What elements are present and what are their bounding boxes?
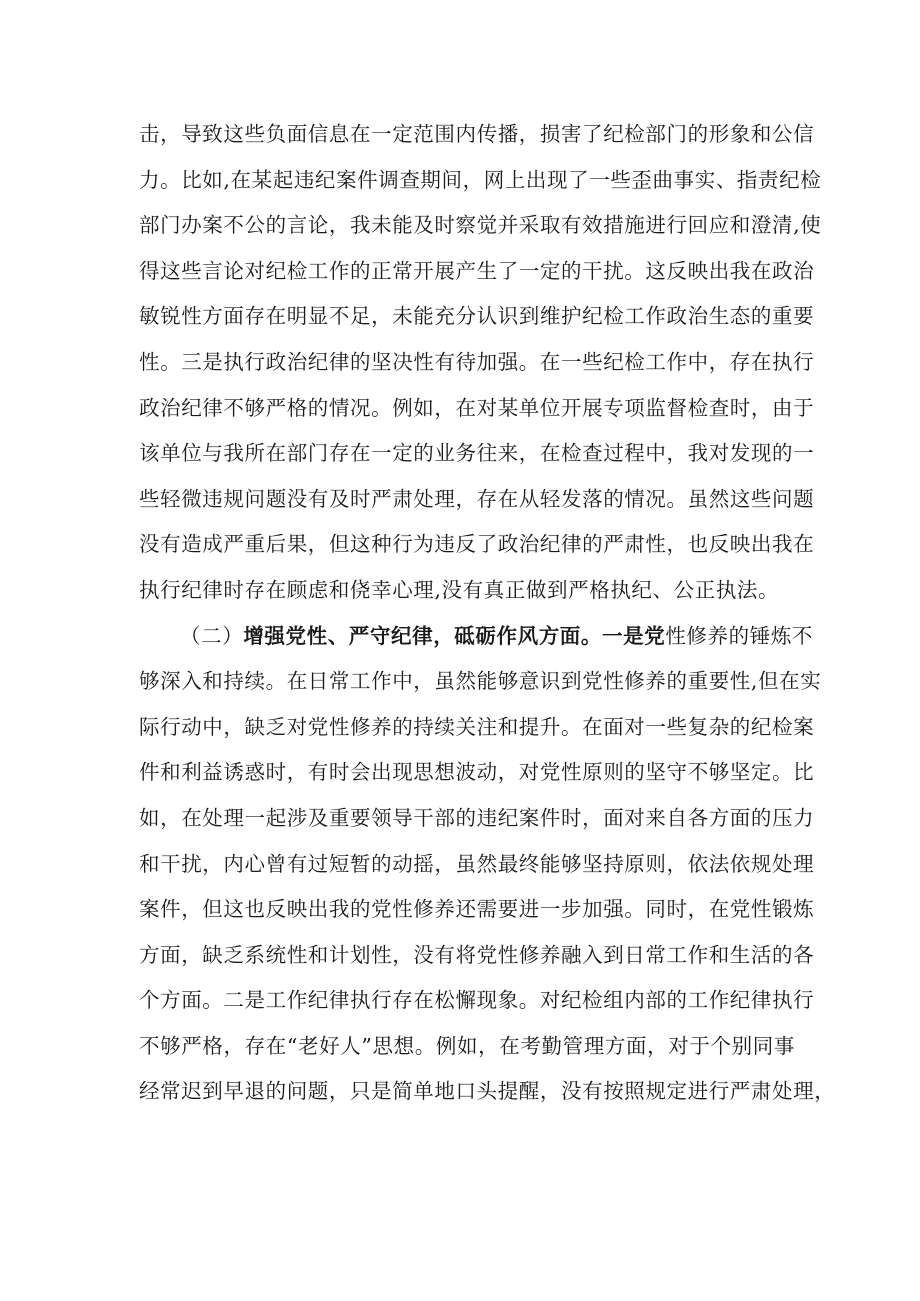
text-line: 够深入和持续。在日常工作中，虽然能够意识到党性修养的重要性,但在实	[139, 669, 822, 694]
text-line: 政治纪律不够严格的情况。例如，在对某单位开展专项监督检查时，由于	[139, 395, 815, 420]
text-line: 执行纪律时存在顾虑和侥幸心理,没有真正做到严格执纪、公正执法。	[139, 577, 780, 602]
text-line: 击，导致这些负面信息在一定范围内传播，损害了纪检部门的形象和公信	[139, 122, 815, 146]
body-text	[139, 112, 836, 1115]
text-line: 件和利益诱惑时，有时会出现思想波动，对党性原则的坚守不够坚定。比	[139, 760, 815, 785]
text-line: 方面，缺乏系统性和计划性，没有将党性修养融入到日常工作和生活的各	[139, 942, 815, 967]
point-heading: 一是党	[602, 623, 666, 648]
text-line: 案件，但这也反映出我的党性修养还需要进一步加强。同时，在党性锻炼	[139, 897, 815, 922]
text-line: 没有造成严重后果，但这种行为违反了政治纪律的严肃性，也反映出我在	[139, 532, 815, 557]
text-line: 个方面。二是工作纪律执行存在松懈现象。对纪检组内部的工作纪律执行	[139, 988, 815, 1013]
text-line: 些轻微违规问题没有及时严肃处理，存在从轻发落的情况。虽然这些问题	[139, 486, 815, 511]
section-number: （二）	[180, 623, 244, 648]
text-line: 经常迟到早退的问题，只是简单地口头提醒，没有按照规定进行严肃处理，	[139, 1079, 836, 1104]
section-heading-line	[139, 614, 814, 660]
text-line: 部门办案不公的言论，我未能及时察觉并采取有效措施进行回应和澄清,使	[139, 213, 822, 238]
text-line: 如，在处理一起涉及重要领导干部的违纪案件时，面对来自各方面的压力	[139, 805, 815, 830]
text-line: 不够严格，存在“老好人”思想。例如，在考勤管理方面，对于个别同事	[139, 1033, 795, 1058]
text-line: 得这些言论对纪检工作的正常开展产生了一定的干扰。这反映出我在政治	[139, 258, 815, 283]
heading-continuation: 性修养的锤炼不	[665, 623, 814, 648]
text-line: 际行动中，缺乏对党性修养的持续关注和提升。在面对一些复杂的纪检案	[139, 714, 815, 739]
section-heading: 增强党性、严守纪律，砥砺作风方面。	[243, 623, 603, 648]
text-line: 敏锐性方面存在明显不足，未能充分认识到维护纪检工作政治生态的重要	[139, 304, 815, 329]
text-line: 该单位与我所在部门存在一定的业务往来，在检查过程中，我对发现的一	[139, 441, 815, 466]
text-line: 力。比如,在某起违纪案件调查期间，网上出现了一些歪曲事实、指责纪检	[139, 167, 822, 192]
text-line: 和干扰，内心曾有过短暂的动摇，虽然最终能够坚持原则，依法依规处理	[139, 851, 815, 876]
text-line: 性。三是执行政治纪律的坚决性有待加强。在一些纪检工作中，存在执行	[139, 349, 815, 374]
